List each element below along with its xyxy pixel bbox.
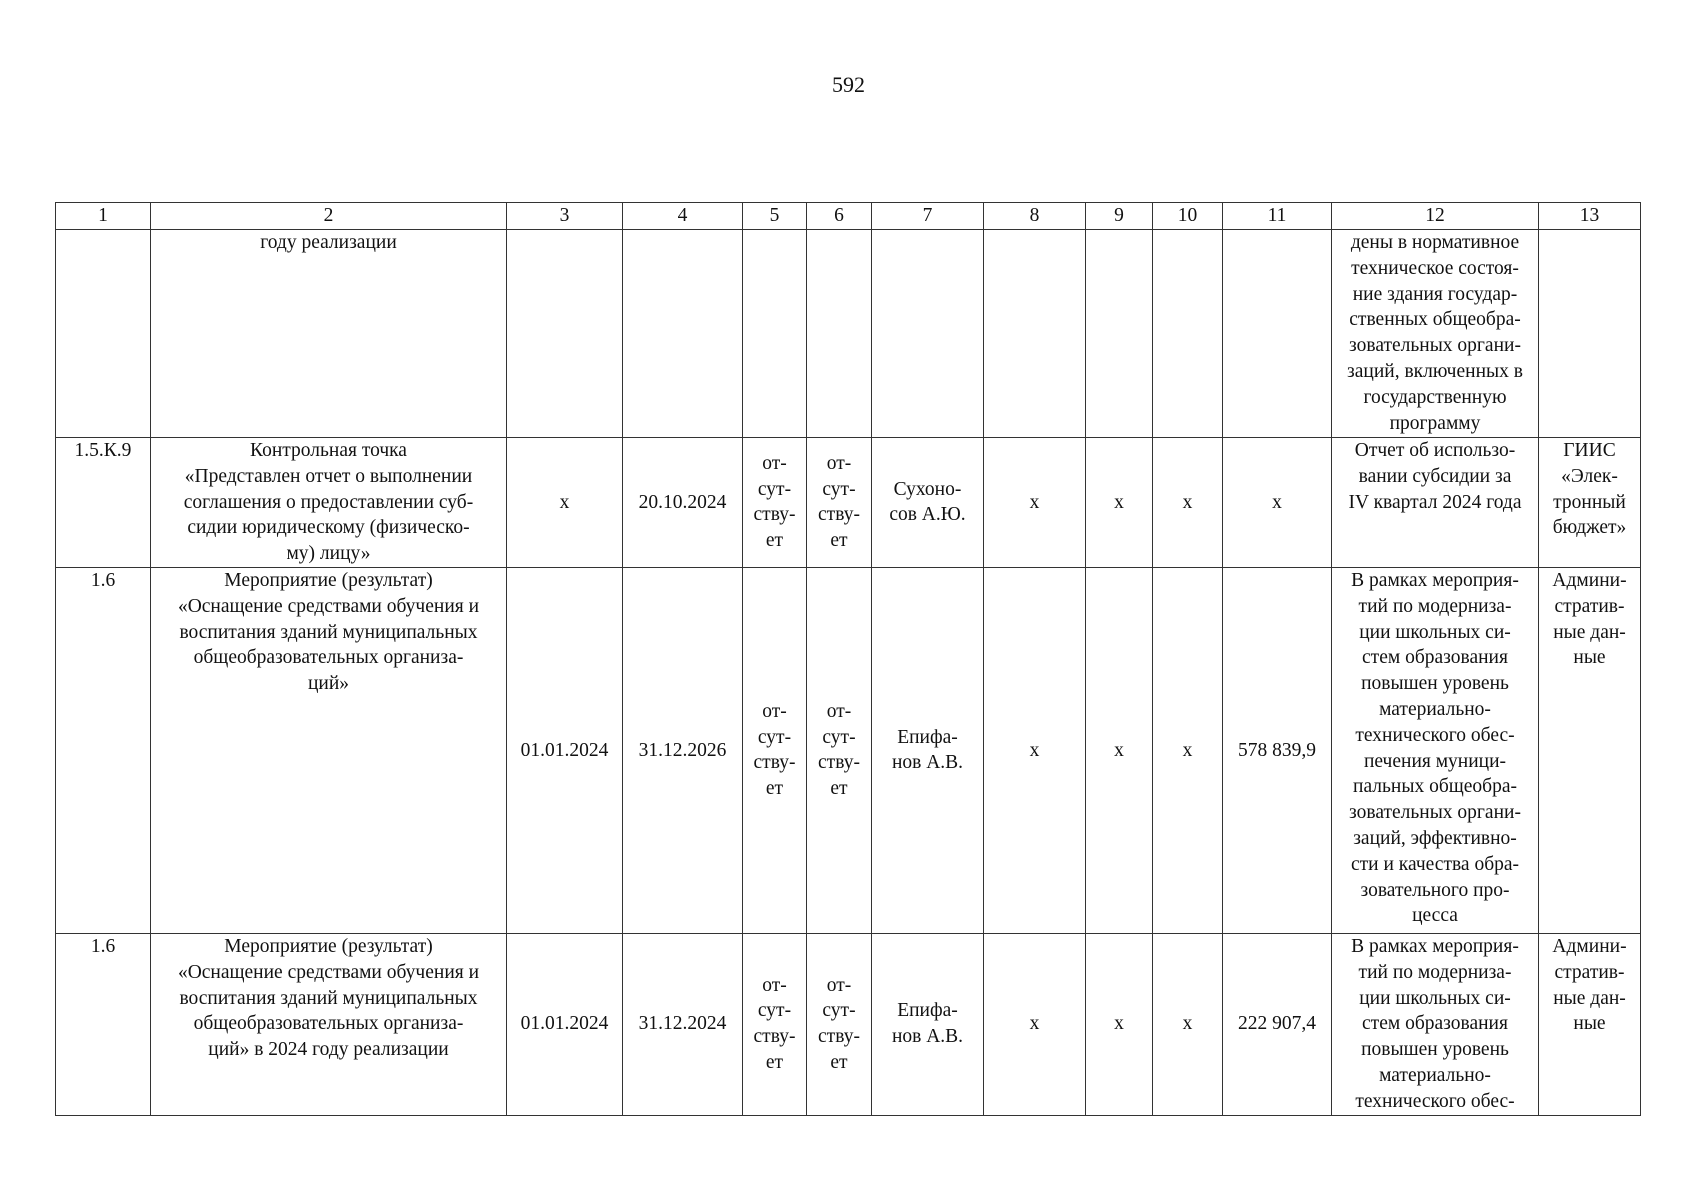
- cell-line: государственную: [1363, 386, 1507, 408]
- cell-line: ет: [830, 530, 848, 552]
- cell-line: тий по модерниза-: [1358, 961, 1512, 983]
- cell-line: повышен уровень: [1361, 1039, 1509, 1061]
- cell-line: сут-: [822, 726, 856, 748]
- column-5-cell: [743, 567, 807, 933]
- cell-line: бюджет»: [1552, 517, 1627, 539]
- cell-line: нов А.В.: [891, 1026, 964, 1048]
- cell-line: ет: [765, 778, 784, 800]
- responsible-cell: [872, 230, 984, 438]
- header-cell: 12: [1332, 203, 1539, 230]
- cell-line: печения муници-: [1363, 750, 1507, 772]
- info-system-cell: [1539, 567, 1641, 933]
- cell-line: Мероприятие (результат): [224, 935, 433, 957]
- column-6-cell: [807, 438, 872, 568]
- table-row: [56, 438, 1641, 568]
- column-6-cell: [807, 933, 872, 1115]
- amount-cell: [1223, 230, 1332, 438]
- cell-line: вании субсидии за: [1358, 465, 1512, 487]
- cell-line: сов А.Ю.: [889, 504, 966, 526]
- header-cell: 11: [1223, 203, 1332, 230]
- cell-line: воспитания зданий муниципальных: [179, 987, 478, 1009]
- cell-line: стратив-: [1554, 595, 1625, 617]
- cell-line: материально-: [1379, 698, 1491, 720]
- cell-line: сидии юридическому (физическо-: [187, 517, 470, 539]
- end-date-cell: 31.12.2026: [623, 567, 743, 933]
- start-date-cell: х: [507, 438, 623, 568]
- cell-line: Епифа-: [897, 1000, 958, 1022]
- cell-line: Мероприятие (результат): [224, 569, 433, 591]
- responsible-cell: [872, 567, 984, 933]
- amount-cell: 578 839,9: [1223, 567, 1332, 933]
- name-cell: [151, 230, 507, 438]
- row-number-cell: 1.6: [56, 567, 151, 933]
- cell-line: ственных общеобра-: [1349, 309, 1521, 331]
- cell-line: сут-: [822, 478, 856, 500]
- cell-line: Контрольная точка: [250, 440, 407, 461]
- cell-line: пальных общеобра-: [1353, 776, 1517, 798]
- cell-line: ству-: [753, 752, 796, 774]
- cell-line: цесса: [1412, 905, 1458, 927]
- end-date-cell: [623, 230, 743, 438]
- name-cell: [151, 933, 507, 1115]
- cell-line: соглашения о предоставлении суб-: [183, 491, 474, 513]
- measures-table: [55, 202, 1641, 1116]
- cell-line: Отчет об использо-: [1354, 440, 1516, 461]
- column-9-cell: х: [1086, 567, 1153, 933]
- column-10-cell: [1153, 230, 1223, 438]
- header-cell: 7: [872, 203, 984, 230]
- column-8-cell: х: [984, 438, 1086, 568]
- cell-line: «Представлен отчет о выполнении: [184, 465, 473, 487]
- header-cell: 6: [807, 203, 872, 230]
- cell-line: зовательных органи-: [1349, 802, 1521, 824]
- cell-line: «Элек-: [1561, 465, 1618, 487]
- amount-cell: х: [1223, 438, 1332, 568]
- cell-line: от-: [762, 700, 787, 722]
- result-description-cell: [1332, 230, 1539, 438]
- cell-line: нов А.В.: [891, 752, 964, 774]
- column-9-cell: [1086, 230, 1153, 438]
- cell-line: ет: [765, 530, 784, 552]
- cell-line: ции школьных си-: [1359, 987, 1511, 1009]
- header-cell: 9: [1086, 203, 1153, 230]
- cell-line: ству-: [753, 504, 796, 526]
- cell-line: сти и качества обра-: [1350, 853, 1520, 875]
- column-10-cell: х: [1153, 438, 1223, 568]
- cell-line: ству-: [818, 1026, 860, 1048]
- start-date-cell: 01.01.2024: [507, 567, 623, 933]
- cell-line: стем образования: [1362, 1013, 1508, 1035]
- amount-cell: 222 907,4: [1223, 933, 1332, 1115]
- cell-line: ГИИС: [1563, 440, 1616, 461]
- cell-line: от-: [826, 452, 852, 474]
- start-date-cell: [507, 230, 623, 438]
- info-system-cell: [1539, 230, 1641, 438]
- cell-line: ет: [830, 1052, 848, 1074]
- cell-line: от-: [762, 452, 787, 474]
- cell-line: Админи-: [1552, 569, 1627, 591]
- header-cell: 1: [56, 203, 151, 230]
- header-cell: 13: [1539, 203, 1641, 230]
- cell-line: му) лицу»: [286, 543, 371, 565]
- cell-line: общеобразовательных организа-: [193, 1013, 464, 1035]
- column-10-cell: х: [1153, 933, 1223, 1115]
- cell-line: ций» в 2024 году реализации: [208, 1039, 449, 1061]
- header-cell: 5: [743, 203, 807, 230]
- cell-line: Епифа-: [897, 726, 958, 748]
- cell-line: стем образования: [1362, 647, 1508, 669]
- cell-line: ные дан-: [1553, 987, 1626, 1009]
- cell-line: сут-: [757, 1000, 792, 1022]
- cell-line: воспитания зданий муниципальных: [179, 621, 478, 643]
- cell-line: повышен уровень: [1361, 673, 1509, 695]
- column-6-cell: [807, 230, 872, 438]
- cell-line: дены в нормативное: [1350, 232, 1520, 253]
- result-description-cell: [1332, 567, 1539, 933]
- cell-line: сут-: [757, 478, 792, 500]
- row-number-cell: [56, 230, 151, 438]
- column-9-cell: х: [1086, 438, 1153, 568]
- cell-line: ству-: [753, 1026, 796, 1048]
- cell-line: сут-: [822, 1000, 856, 1022]
- column-5-cell: [743, 438, 807, 568]
- cell-line: ные: [1573, 1013, 1606, 1035]
- cell-line: ет: [830, 778, 848, 800]
- cell-line: ет: [765, 1052, 784, 1074]
- cell-line: заций, включенных в: [1347, 360, 1523, 382]
- cell-line: стратив-: [1554, 961, 1625, 983]
- cell-line: зовательного про-: [1360, 879, 1510, 901]
- cell-line: тий по модерниза-: [1358, 595, 1512, 617]
- cell-line: материально-: [1379, 1064, 1491, 1086]
- cell-line: от-: [826, 974, 852, 996]
- end-date-cell: 20.10.2024: [623, 438, 743, 568]
- cell-line: тронный: [1553, 491, 1626, 513]
- start-date-cell: 01.01.2024: [507, 933, 623, 1115]
- header-cell: 2: [151, 203, 507, 230]
- table-row: [56, 933, 1641, 1115]
- cell-line: от-: [762, 974, 787, 996]
- cell-line: ние здания государ-: [1352, 283, 1518, 305]
- cell-line: году реализации: [260, 232, 397, 253]
- result-description-cell: [1332, 933, 1539, 1115]
- column-6-cell: [807, 567, 872, 933]
- cell-line: технического обес-: [1355, 1090, 1515, 1112]
- cell-line: технического обес-: [1355, 724, 1515, 746]
- header-cell: 4: [623, 203, 743, 230]
- result-description-cell: [1332, 438, 1539, 568]
- cell-line: от-: [826, 700, 852, 722]
- table-row: [56, 230, 1641, 438]
- header-cell: 8: [984, 203, 1086, 230]
- cell-line: ций»: [307, 673, 350, 695]
- row-number-cell: 1.5.К.9: [56, 438, 151, 568]
- column-10-cell: х: [1153, 567, 1223, 933]
- cell-line: «Оснащение средствами обучения и: [177, 961, 480, 983]
- name-cell: [151, 567, 507, 933]
- column-9-cell: х: [1086, 933, 1153, 1115]
- column-5-cell: [743, 933, 807, 1115]
- info-system-cell: [1539, 438, 1641, 568]
- table-row: [56, 567, 1641, 933]
- row-number-cell: 1.6: [56, 933, 151, 1115]
- cell-line: В рамках мероприя-: [1351, 935, 1519, 957]
- end-date-cell: 31.12.2024: [623, 933, 743, 1115]
- responsible-cell: [872, 933, 984, 1115]
- header-cell: 3: [507, 203, 623, 230]
- cell-line: ные: [1573, 647, 1606, 669]
- column-5-cell: [743, 230, 807, 438]
- page-number: 592: [832, 72, 865, 97]
- info-system-cell: [1539, 933, 1641, 1115]
- column-number-row: [56, 203, 1641, 230]
- cell-line: ные дан-: [1553, 621, 1626, 643]
- cell-line: программу: [1389, 412, 1481, 434]
- cell-line: В рамках мероприя-: [1351, 569, 1519, 591]
- cell-line: Сухоно-: [893, 478, 962, 500]
- cell-line: Админи-: [1552, 935, 1627, 957]
- cell-line: зовательных органи-: [1349, 335, 1521, 357]
- cell-line: «Оснащение средствами обучения и: [177, 595, 480, 617]
- cell-line: ству-: [818, 504, 860, 526]
- column-8-cell: х: [984, 567, 1086, 933]
- cell-line: заций, эффективно-: [1353, 827, 1517, 849]
- responsible-cell: [872, 438, 984, 568]
- cell-line: ству-: [818, 752, 860, 774]
- cell-line: сут-: [757, 726, 792, 748]
- cell-line: общеобразовательных организа-: [193, 647, 464, 669]
- header-cell: 10: [1153, 203, 1223, 230]
- name-cell: [151, 438, 507, 568]
- column-8-cell: х: [984, 933, 1086, 1115]
- cell-line: IV квартал 2024 года: [1348, 491, 1522, 513]
- cell-line: техническое состоя-: [1351, 257, 1519, 279]
- column-8-cell: [984, 230, 1086, 438]
- cell-line: ции школьных си-: [1359, 621, 1511, 643]
